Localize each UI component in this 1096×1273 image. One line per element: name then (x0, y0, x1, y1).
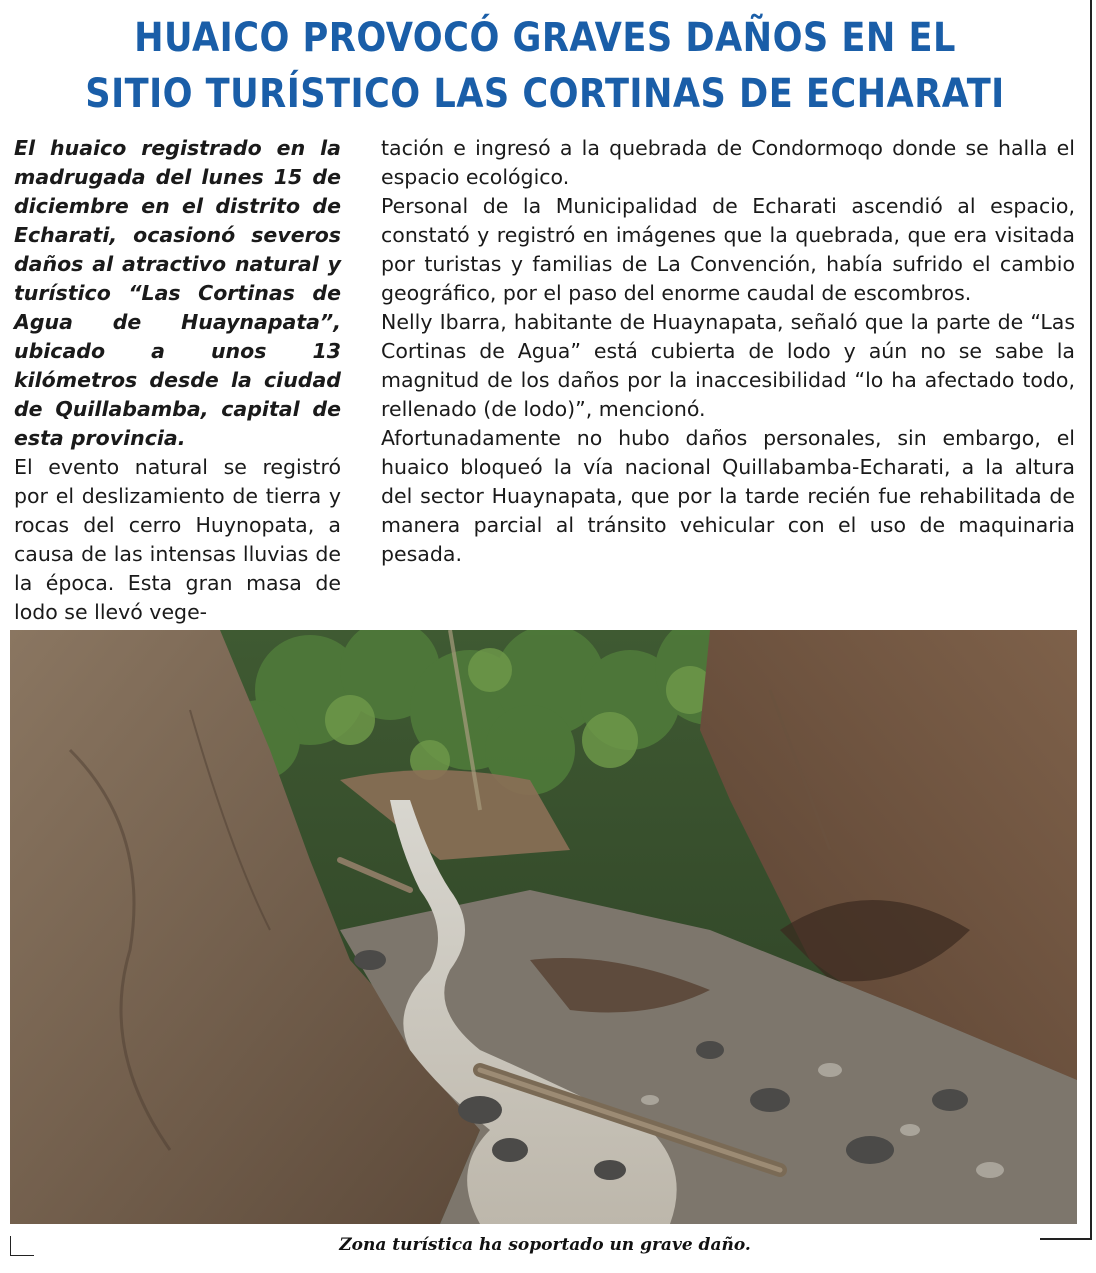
body-paragraph-1-continued: tación e ingresó a la quebrada de Condormoqo donde se halla el espacio ecológico. (381, 136, 1075, 189)
lede-paragraph: El huaico registrado en la madrugada del lunes 15 de diciembre en el distrito de Echarati, ocasionó severos daños al atractivo natural y turístico “Las Cortinas de Agua de Huaynapata”, ubicado a unos 13 kilómetros desde la ciudad de Quillabamba, capital de esta provincia. (14, 136, 341, 450)
headline-line-1: HUAICO PROVOCÓ GRAVES DAÑOS EN EL (134, 15, 956, 61)
photo-caption: Zona turística ha soportado un grave daño. (339, 1235, 751, 1255)
article-column-right (381, 134, 1075, 569)
body-paragraph-2: Personal de la Municipalidad de Echarati ascendió al espacio, constató y registró en imágenes que la quebrada, que era visitada por turistas y familias de La Convención, había sufrido el cambio geográfico, por el paso del enorme caudal de escombros. (381, 194, 1075, 305)
body-paragraph-3: Nelly Ibarra, habitante de Huaynapata, señaló que la parte de “Las Cortinas de Agua” está cubierta de lodo y aún no se sabe la magnitud de los daños por la inaccesibilidad “lo ha afectado todo, rellenado (de lodo)”, mencionó. (381, 310, 1075, 421)
headline-line-2: SITIO TURÍSTICO LAS CORTINAS DE ECHARATI (85, 71, 1005, 117)
headline (65, 10, 1024, 122)
body-paragraph-4: Afortunadamente no hubo daños personales, sin embargo, el huaico bloqueó la vía nacional Quillabamba-Echarati, a la altura del sector Huaynapata, que por la tarde recién fue rehabilitada de manera parcial al tránsito vehicular con el uso de maquinaria pesada. (381, 426, 1075, 566)
frame-right-rule (1090, 0, 1092, 1240)
landslide-photo (10, 630, 1077, 1224)
body-paragraph-1: El evento natural se registró por el deslizamiento de tierra y rocas del cerro Huynopata, a causa de las intensas lluvias de la época. Esta gran masa de lodo se llevó vege- (14, 455, 341, 624)
article-column-left (14, 134, 341, 627)
